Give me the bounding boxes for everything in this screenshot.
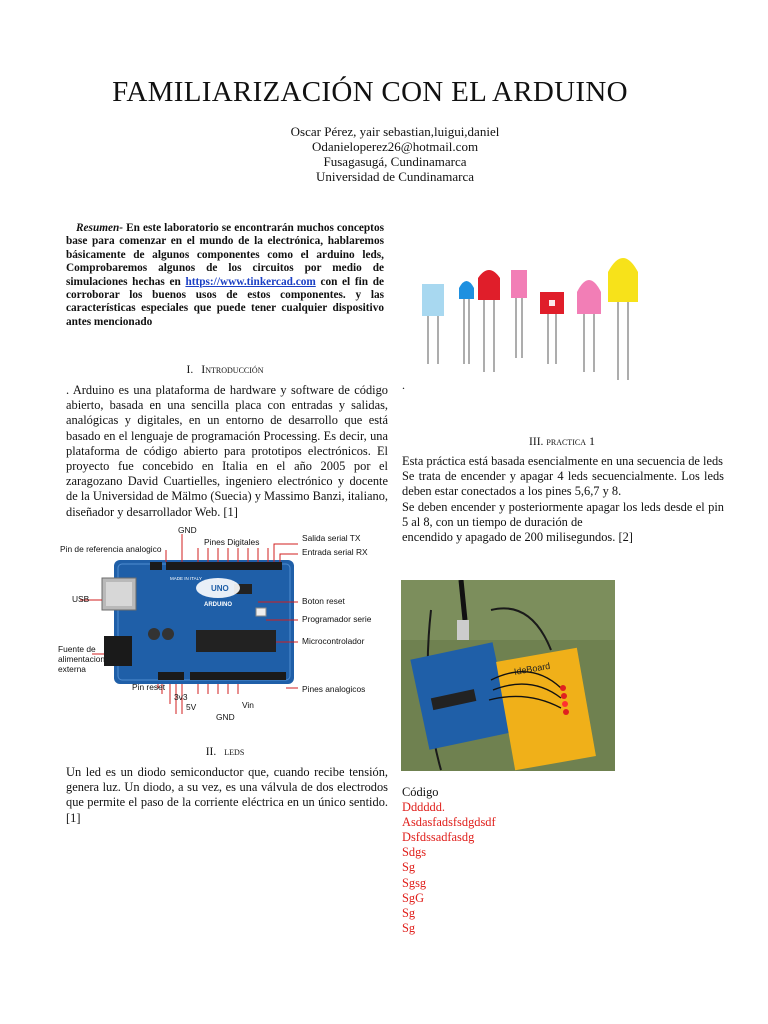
label-5v: 5V	[186, 702, 197, 712]
label-entrada-rx: Entrada serial RX	[302, 547, 368, 557]
label-vin: Vin	[242, 700, 254, 710]
intro-paragraph: . Arduino es una plataforma de hardware y software de código abierto, basada en una sencilla placa con entradas y salidas, analógicas y digitales, en un entorno de desarrollo que está basado en el lenguaje de programación Processing. Es decir, una plataforma de código abierto para prototipos electrónicos. El proyecto fue concebido en Italia en el año 2005 por el zaragozano David Cuartielles, ingeniero electrónico y docente de la Universidad de Mälmo (Suecia) y Massimo Banzi, italiano, diseñador y desarrollador Web. [1]	[66, 383, 388, 519]
label-programador-serie: Programador serie	[302, 614, 372, 624]
label-3v3: 3v3	[174, 692, 188, 702]
label-pin-referencia: Pin de referencia analogico	[60, 544, 162, 554]
led-red	[478, 278, 500, 300]
led-light-blue	[422, 284, 444, 316]
code-label: Código	[402, 785, 439, 799]
abstract-lead: Resumen-	[76, 222, 124, 234]
author-block	[0, 124, 768, 184]
code-line: Sgsg	[402, 875, 427, 890]
circuit-photo	[401, 580, 615, 771]
section-title: leds	[224, 744, 245, 758]
led-red-dome	[478, 270, 500, 278]
label-boton-reset: Boton reset	[302, 596, 345, 606]
section-heading-practica	[402, 434, 722, 449]
label-fuente-3: externa	[58, 664, 86, 674]
practica-line: Se deben encender y posteriormente apagar los leds desde el pin 5 al 8, con un tiempo de duración de	[402, 499, 724, 529]
label-gnd-bottom: GND	[216, 712, 235, 722]
leds-illustration	[404, 222, 660, 382]
code-line: SgG	[402, 890, 425, 905]
code-line: Sg	[402, 905, 416, 920]
section-heading-leds	[66, 744, 384, 759]
label-pines-digitales: Pines Digitales	[204, 537, 260, 547]
label-pines-analogicos: Pines analogicos	[302, 684, 366, 694]
code-line: Sg	[402, 860, 416, 875]
led-yellow-dome	[608, 258, 638, 272]
led-blue-small	[459, 288, 474, 299]
section-number: II.	[205, 746, 217, 758]
led-pink	[577, 292, 601, 314]
circuit-photo-drawing	[401, 580, 615, 771]
code-line: Asdasfadsfsdgdsdf	[402, 815, 496, 830]
label-pin-reset: Pin reset	[132, 682, 166, 692]
label-gnd-top: GND	[178, 525, 197, 535]
abstract-text: En este laboratorio se encontrarán muchos conceptos base para comenzar en el mundo de la electrónica, hablaremos básicamente de algunos componentes como el arduino leds, Comprobaremos algunos de los circuitos por medio de simulaciones hechas en	[66, 222, 384, 288]
author-names: Oscar Pérez, yair sebastian,luigui,daniel	[290, 124, 500, 139]
paper-title: FAMILIARIZACIÓN CON EL ARDUINO	[112, 76, 628, 108]
code-line: Sdgs	[402, 845, 427, 860]
section-title: practica 1	[546, 434, 595, 448]
author-city: Fusagasugá, Cundinamarca	[323, 154, 467, 169]
section-number: III.	[529, 436, 544, 448]
board-logo-text: UNO	[211, 584, 229, 593]
author-university: Universidad de Cundinamarca	[315, 169, 475, 184]
breadboard-label: IdeBoard	[513, 660, 551, 677]
arduino-board	[102, 560, 294, 684]
label-usb: USB	[72, 594, 90, 604]
led-pink-rect	[511, 270, 527, 298]
led-red-square-center	[549, 300, 555, 306]
code-listing	[402, 785, 496, 936]
figure-dot: .	[402, 378, 405, 392]
practica-paragraph	[402, 454, 724, 545]
code-line: Dsfdssadfasdg	[402, 830, 475, 845]
board-made-text: MADE IN ITALY	[170, 576, 202, 581]
label-salida-tx: Salida serial TX	[302, 533, 361, 543]
abstract	[66, 222, 384, 329]
board-brand-text: ARDUINO	[204, 602, 232, 608]
author-email: Odanieloperez26@hotmail.com	[311, 139, 479, 154]
label-microcontrolador: Microcontrolador	[302, 636, 365, 646]
section-title: Introducción	[201, 362, 264, 376]
section-heading-introduccion	[66, 362, 384, 377]
practica-line: Se trata de encender y apagar 4 leds secuencialmente. Los leds deben estar conectados a los pines 5,6,7 y 8.	[402, 469, 724, 499]
label-fuente-1: Fuente de	[58, 644, 96, 654]
arduino-diagram	[58, 522, 388, 728]
practica-line: encendido y apagado de 200 milisegundos. [2]	[402, 530, 633, 545]
led-blue-dome	[459, 281, 474, 288]
tinkercad-link[interactable]: https://www.tinkercad.com	[185, 275, 316, 288]
section-number: I.	[186, 364, 194, 376]
led-pink-dome	[577, 280, 601, 292]
practica-line: Esta práctica está basada esencialmente en una secuencia de leds	[402, 454, 723, 468]
abstract-text-end: con el fin de corroborar los buenos usos de estos componentes. y las características especiales que puede tener cualquier dispositivo antes mencionado	[66, 275, 384, 328]
code-line: Dddddd.	[402, 800, 446, 815]
leds-paragraph: Un led es un diodo semiconductor que, cuando recibe tensión, genera luz. Un diodo, a su vez, es una válvula de dos electrodos que permite el paso de la corriente eléctrica en un único sentido. [1]	[66, 765, 388, 825]
label-fuente-2: alimentacion	[58, 654, 106, 664]
code-line: Sg	[402, 920, 416, 935]
led-yellow	[608, 272, 638, 302]
